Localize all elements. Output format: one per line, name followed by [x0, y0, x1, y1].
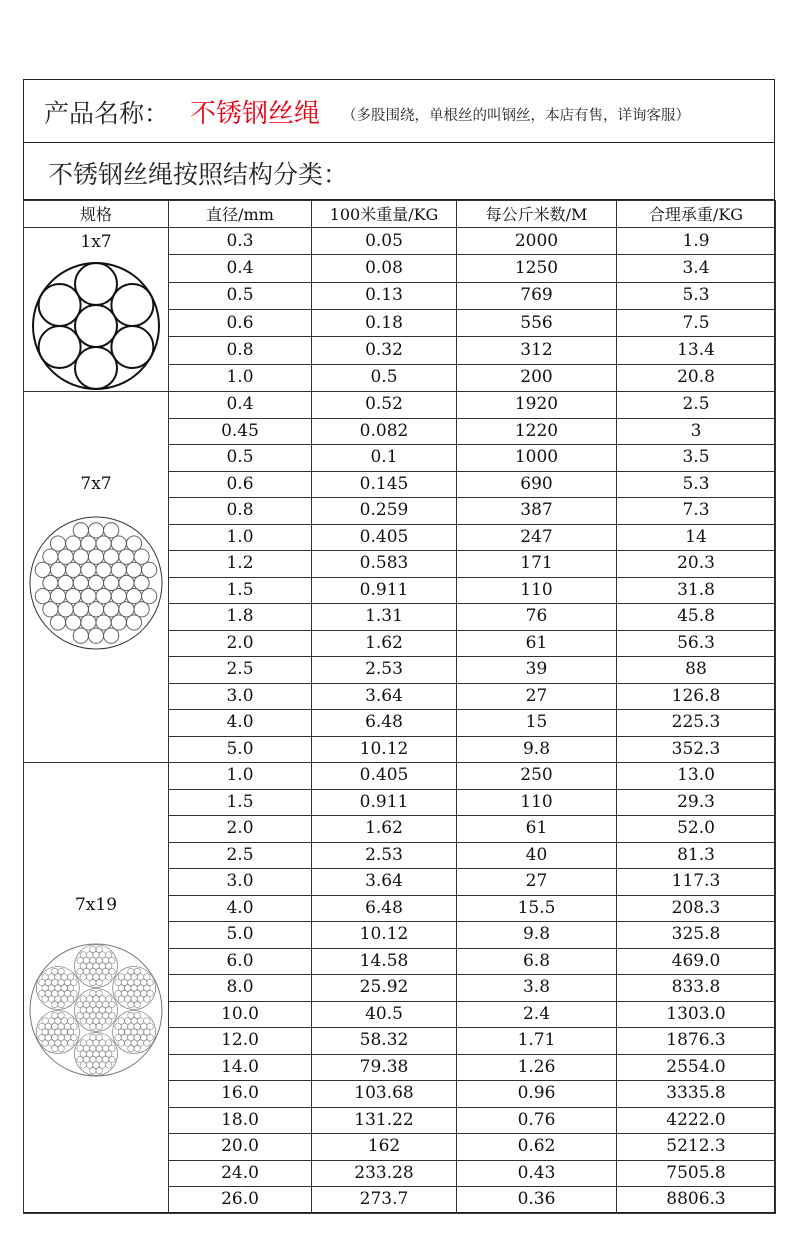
table-cell: 273.7: [312, 1187, 457, 1214]
table-cell: 110: [457, 789, 617, 816]
table-cell: 162: [312, 1134, 457, 1161]
table-cell: 8.0: [169, 975, 312, 1002]
spec-table: [23, 200, 776, 1214]
table-cell: 0.6: [169, 309, 312, 336]
table-cell: 325.8: [617, 922, 776, 949]
table-cell: 61: [457, 630, 617, 657]
table-cell: 5.0: [169, 736, 312, 763]
table-cell: 3.8: [457, 975, 617, 1002]
table-cell: 15.5: [457, 895, 617, 922]
table-cell: 10.12: [312, 922, 457, 949]
table-cell: 387: [457, 498, 617, 525]
table-cell: 8806.3: [617, 1187, 776, 1214]
table-cell: 7.3: [617, 498, 776, 525]
table-cell: 1.26: [457, 1054, 617, 1081]
table-cell: 0.4: [169, 392, 312, 419]
table-header-row: [24, 201, 776, 228]
table-cell: 0.8: [169, 337, 312, 364]
table-cell: 14.58: [312, 948, 457, 975]
table-cell: 1250: [457, 255, 617, 282]
classification-title: 不锈钢丝绳按照结构分类：: [48, 160, 349, 189]
table-cell: 7.5: [617, 309, 776, 336]
table-cell: 4.0: [169, 710, 312, 737]
spec-name: 7x7: [80, 474, 112, 494]
table-cell: 2.5: [169, 657, 312, 684]
table-cell: 20.8: [617, 364, 776, 391]
table-cell: 14.0: [169, 1054, 312, 1081]
table-cell: 1.2: [169, 551, 312, 578]
table-cell: 2.53: [312, 842, 457, 869]
table-cell: 31.8: [617, 577, 776, 604]
table-cell: 3.0: [169, 869, 312, 896]
table-cell: 16.0: [169, 1081, 312, 1108]
table-cell: 0.405: [312, 763, 457, 790]
table-cell: 0.583: [312, 551, 457, 578]
table-cell: 18.0: [169, 1107, 312, 1134]
table-cell: 110: [457, 577, 617, 604]
table-cell: 1.0: [169, 524, 312, 551]
table-cell: 76: [457, 604, 617, 631]
table-cell: 0.5: [169, 445, 312, 472]
table-cell: 0.8: [169, 498, 312, 525]
table-cell: 3335.8: [617, 1081, 776, 1108]
table-cell: 52.0: [617, 816, 776, 843]
table-row: [24, 763, 776, 790]
table-cell: 2.5: [617, 392, 776, 419]
table-cell: 7505.8: [617, 1160, 776, 1187]
table-cell: 117.3: [617, 869, 776, 896]
table-cell: 208.3: [617, 895, 776, 922]
product-note: （多股围绕，单根丝的叫钢丝，本店有售，详询客服）: [342, 108, 690, 124]
table-cell: 0.43: [457, 1160, 617, 1187]
product-header: [24, 80, 774, 143]
table-cell: 1220: [457, 418, 617, 445]
table-cell: 6.8: [457, 948, 617, 975]
table-cell: 0.18: [312, 309, 457, 336]
table-cell: 0.082: [312, 418, 457, 445]
table-cell: 0.62: [457, 1134, 617, 1161]
table-cell: 312: [457, 337, 617, 364]
table-cell: 0.3: [169, 228, 312, 255]
table-cell: 1.8: [169, 604, 312, 631]
column-header: 每公斤米数/M: [457, 201, 617, 228]
table-cell: 0.45: [169, 418, 312, 445]
table-cell: 56.3: [617, 630, 776, 657]
table-row: [24, 228, 776, 255]
table-cell: 2.5: [169, 842, 312, 869]
table-cell: 79.38: [312, 1054, 457, 1081]
table-cell: 1303.0: [617, 1001, 776, 1028]
strand-7x19-icon: [24, 942, 168, 1078]
strand-1x7-icon: [24, 261, 168, 391]
table-cell: 250: [457, 763, 617, 790]
table-cell: 0.52: [312, 392, 457, 419]
table-cell: 0.05: [312, 228, 457, 255]
table-cell: 1.62: [312, 630, 457, 657]
spec-cell: [24, 763, 169, 1214]
table-cell: 25.92: [312, 975, 457, 1002]
table-cell: 0.911: [312, 577, 457, 604]
table-row: [24, 392, 776, 419]
table-cell: 103.68: [312, 1081, 457, 1108]
table-cell: 0.76: [457, 1107, 617, 1134]
table-cell: 131.22: [312, 1107, 457, 1134]
table-cell: 247: [457, 524, 617, 551]
table-cell: 1876.3: [617, 1028, 776, 1055]
table-cell: 6.48: [312, 895, 457, 922]
table-cell: 1.5: [169, 577, 312, 604]
table-cell: 15: [457, 710, 617, 737]
table-cell: 58.32: [312, 1028, 457, 1055]
table-cell: 4222.0: [617, 1107, 776, 1134]
table-cell: 14: [617, 524, 776, 551]
spec-cell: [24, 392, 169, 763]
column-header: 100米重量/KG: [312, 201, 457, 228]
table-cell: 0.4: [169, 255, 312, 282]
table-cell: 45.8: [617, 604, 776, 631]
table-cell: 27: [457, 869, 617, 896]
spec-sheet: [23, 79, 775, 1213]
table-cell: 1.31: [312, 604, 457, 631]
table-cell: 3.0: [169, 683, 312, 710]
table-cell: 352.3: [617, 736, 776, 763]
table-cell: 5.0: [169, 922, 312, 949]
table-cell: 0.911: [312, 789, 457, 816]
table-cell: 6.48: [312, 710, 457, 737]
table-cell: 27: [457, 683, 617, 710]
table-cell: 690: [457, 471, 617, 498]
table-cell: 39: [457, 657, 617, 684]
table-cell: 1.62: [312, 816, 457, 843]
table-cell: 61: [457, 816, 617, 843]
table-cell: 2.53: [312, 657, 457, 684]
table-cell: 1920: [457, 392, 617, 419]
product-label: 产品名称：: [44, 99, 170, 128]
table-cell: 3.64: [312, 683, 457, 710]
table-cell: 0.36: [457, 1187, 617, 1214]
table-cell: 26.0: [169, 1187, 312, 1214]
table-cell: 469.0: [617, 948, 776, 975]
table-cell: 9.8: [457, 922, 617, 949]
table-cell: 3.4: [617, 255, 776, 282]
table-cell: 0.96: [457, 1081, 617, 1108]
table-cell: 233.28: [312, 1160, 457, 1187]
table-cell: 29.3: [617, 789, 776, 816]
table-cell: 2.0: [169, 630, 312, 657]
table-cell: 0.405: [312, 524, 457, 551]
table-cell: 13.0: [617, 763, 776, 790]
table-cell: 20.0: [169, 1134, 312, 1161]
table-cell: 2.4: [457, 1001, 617, 1028]
table-cell: 3.64: [312, 869, 457, 896]
table-cell: 9.8: [457, 736, 617, 763]
table-cell: 5.3: [617, 282, 776, 309]
table-cell: 10.12: [312, 736, 457, 763]
table-cell: 24.0: [169, 1160, 312, 1187]
table-cell: 0.1: [312, 445, 457, 472]
table-cell: 0.145: [312, 471, 457, 498]
strand-7x7-icon: [24, 515, 168, 651]
table-cell: 0.08: [312, 255, 457, 282]
table-cell: 225.3: [617, 710, 776, 737]
table-cell: 1.5: [169, 789, 312, 816]
table-cell: 13.4: [617, 337, 776, 364]
table-cell: 40: [457, 842, 617, 869]
table-cell: 2554.0: [617, 1054, 776, 1081]
column-header: 规格: [24, 201, 169, 228]
table-cell: 1.0: [169, 763, 312, 790]
table-cell: 88: [617, 657, 776, 684]
table-cell: 0.5: [312, 364, 457, 391]
classification-header: [24, 143, 774, 200]
table-cell: 12.0: [169, 1028, 312, 1055]
spec-cell: [24, 228, 169, 392]
table-cell: 5.3: [617, 471, 776, 498]
table-cell: 1.0: [169, 364, 312, 391]
spec-name: 1x7: [80, 232, 112, 252]
table-cell: 126.8: [617, 683, 776, 710]
table-cell: 0.13: [312, 282, 457, 309]
table-cell: 2000: [457, 228, 617, 255]
table-cell: 3.5: [617, 445, 776, 472]
table-cell: 81.3: [617, 842, 776, 869]
table-cell: 0.32: [312, 337, 457, 364]
table-cell: 10.0: [169, 1001, 312, 1028]
table-cell: 200: [457, 364, 617, 391]
table-cell: 556: [457, 309, 617, 336]
table-cell: 171: [457, 551, 617, 578]
table-cell: 2.0: [169, 816, 312, 843]
table-cell: 0.6: [169, 471, 312, 498]
table-cell: 4.0: [169, 895, 312, 922]
table-cell: 0.5: [169, 282, 312, 309]
table-cell: 6.0: [169, 948, 312, 975]
table-cell: 1.71: [457, 1028, 617, 1055]
table-cell: 833.8: [617, 975, 776, 1002]
table-cell: 769: [457, 282, 617, 309]
column-header: 合理承重/KG: [617, 201, 776, 228]
spec-name: 7x19: [74, 895, 118, 915]
table-cell: 40.5: [312, 1001, 457, 1028]
table-cell: 5212.3: [617, 1134, 776, 1161]
column-header: 直径/mm: [169, 201, 312, 228]
table-cell: 0.259: [312, 498, 457, 525]
table-cell: 20.3: [617, 551, 776, 578]
table-cell: 1.9: [617, 228, 776, 255]
table-cell: 1000: [457, 445, 617, 472]
product-name: 不锈钢丝绳: [190, 99, 321, 129]
table-cell: 3: [617, 418, 776, 445]
